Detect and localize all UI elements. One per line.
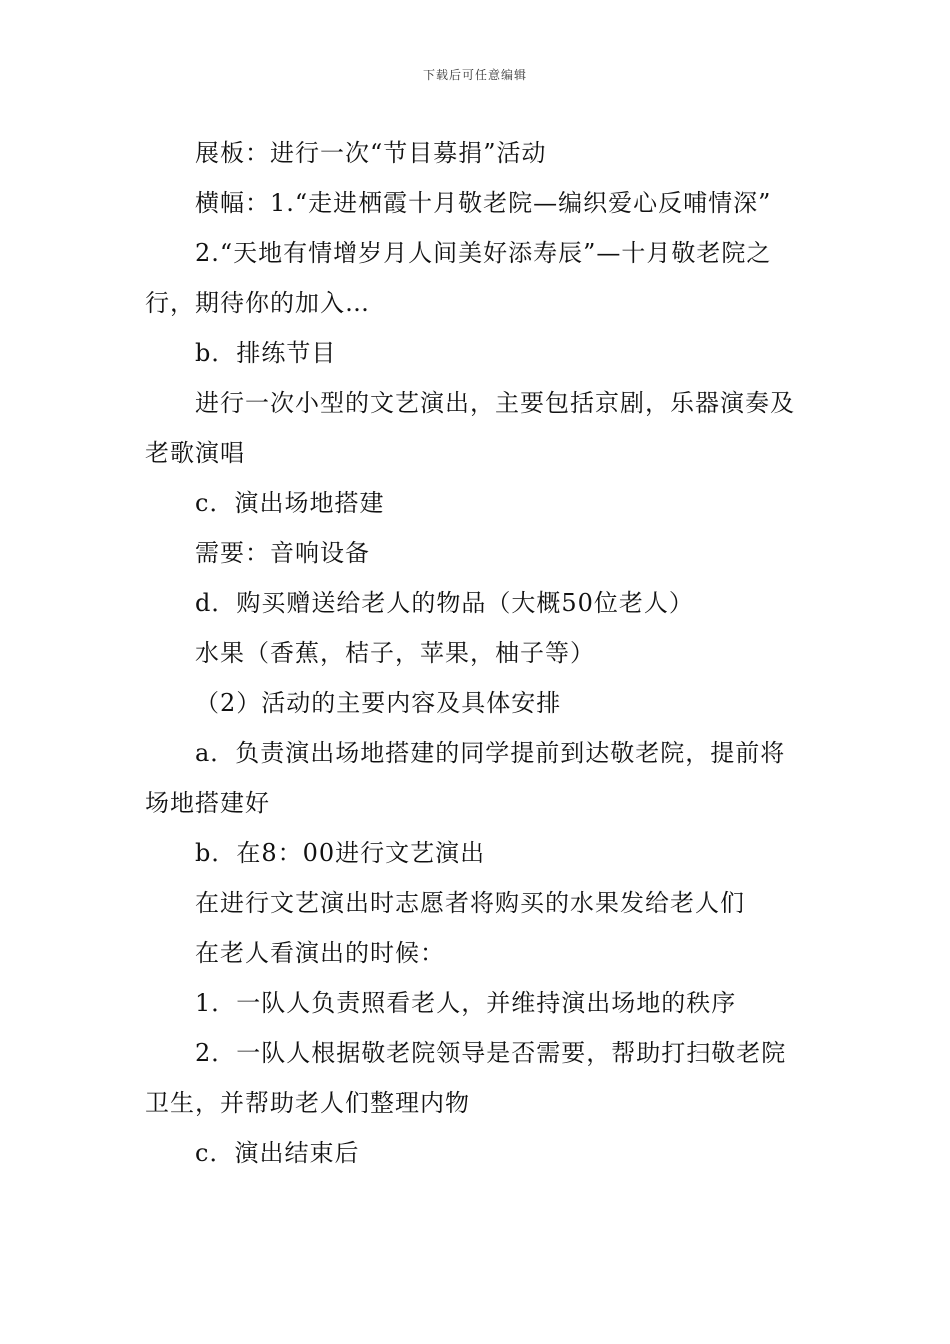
paragraph-gifts-heading: d．购买赠送给老人的物品（大概50位老人） [195,589,694,617]
paragraph-rehearse-heading: b．排练节目 [195,339,337,367]
paragraph-performance-time: b．在8：00进行文艺演出 [195,839,486,867]
document-body [145,128,807,1178]
paragraph-team-1: 1．一队人负责照看老人，并维持演出场地的秩序 [195,989,737,1017]
paragraph-exhibition-board: 展板：进行一次“节目募捐”活动 [195,139,547,167]
paragraph-venue-heading: c．演出场地搭建 [195,489,385,517]
paragraph-banner-2: 2.“天地有情增岁月人间美好添寿辰”—十月敬老院之行，期待你的加入… [145,239,772,317]
paragraph-section-2-heading: （2）活动的主要内容及具体安排 [195,689,562,717]
paragraph-equipment: 需要：音响设备 [195,539,370,567]
paragraph-fruit-list: 水果（香蕉，桔子，苹果，柚子等） [195,639,595,667]
paragraph-after-show: c．演出结束后 [195,1139,360,1167]
paragraph-performance-description: 进行一次小型的文艺演出，主要包括京剧，乐器演奏及老歌演唱 [145,389,795,467]
paragraph-fruit-distribution: 在进行文艺演出时志愿者将购买的水果发给老人们 [195,889,745,917]
paragraph-team-2: 2．一队人根据敬老院领导是否需要，帮助打扫敬老院卫生，并帮助老人们整理内物 [145,1039,787,1117]
paragraph-banner-1: 横幅：1.“走进栖霞十月敬老院—编织爱心反哺情深” [195,189,772,217]
paragraph-venue-setup: a．负责演出场地搭建的同学提前到达敬老院，提前将场地搭建好 [145,739,786,817]
paragraph-during-show: 在老人看演出的时候： [195,939,445,967]
header-note: 下载后可任意编辑 [422,68,527,82]
